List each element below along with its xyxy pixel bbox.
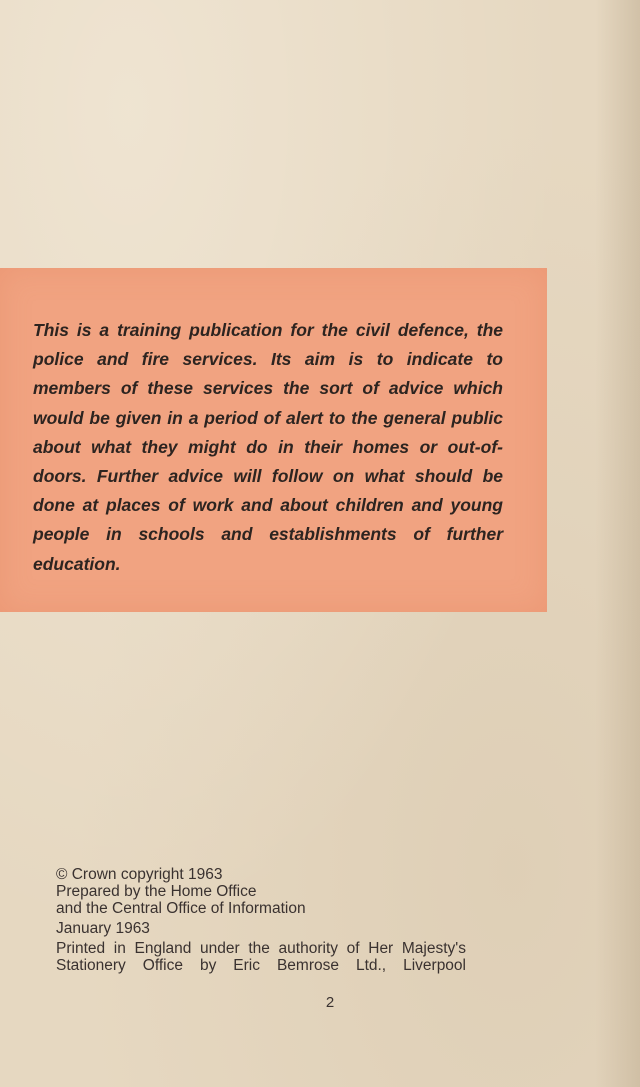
- copyright-line: © Crown copyright 1963: [56, 866, 223, 883]
- page-number: 2: [325, 994, 335, 1011]
- imprint-block: [56, 866, 466, 974]
- publication-date: January 1963: [56, 920, 150, 937]
- intro-paragraph: This is a training publication for the civil defence, the police and fire services. Its aim is to indicate to members of these services the sort of advice which would be given in a period of alert to the general public about what they might do in their homes or out-of-doors. Further advice will follow on what should be done at places of work and about children and young people in schools and establishments of further education.: [33, 320, 503, 574]
- printer-line: Printed in England under the authority of Her Majesty's: [56, 940, 466, 957]
- printer-line-2: Stationery Office by Eric Bemrose Ltd., Liverpool: [56, 957, 466, 974]
- prepared-by-line-2: and the Central Office of Information: [56, 900, 306, 917]
- prepared-by-line: Prepared by the Home Office: [56, 883, 257, 900]
